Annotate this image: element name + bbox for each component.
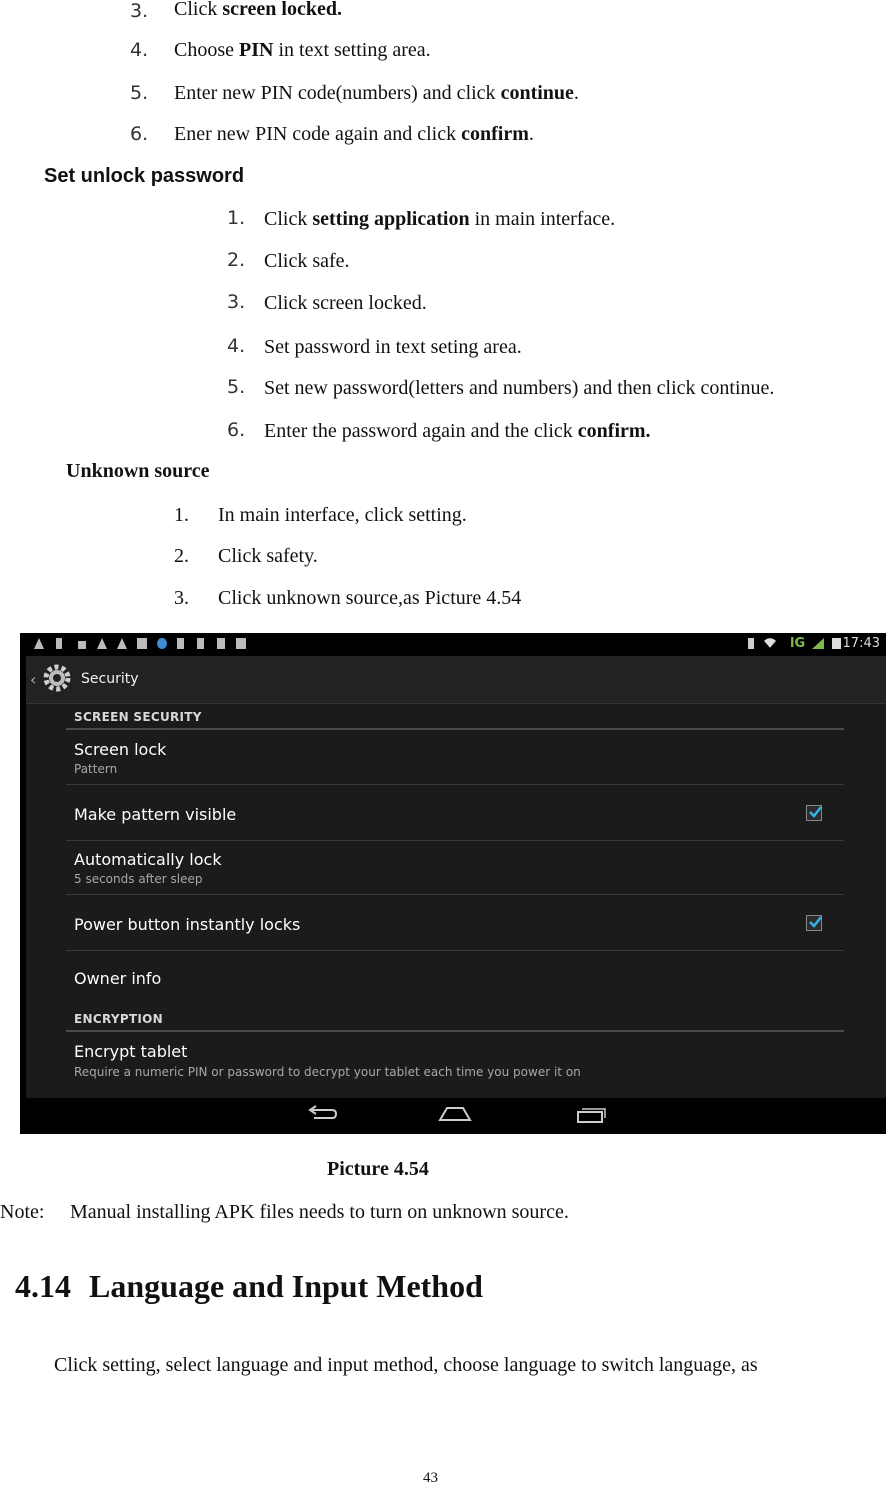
back-icon[interactable] <box>306 1104 338 1124</box>
step-number: 2. <box>174 545 189 567</box>
checkmark-icon <box>808 805 822 819</box>
setting-title: Automatically lock <box>74 850 222 869</box>
upload-icon <box>177 638 184 649</box>
step-number: 3. <box>130 0 149 22</box>
step-text: Choose PIN in text setting area. <box>174 39 431 61</box>
settings-screen <box>26 656 886 1098</box>
step-text: In main interface, click setting. <box>218 504 467 526</box>
setting-title: Owner info <box>74 969 162 988</box>
step-number: 4. <box>227 335 246 357</box>
status-time: 17:43 <box>842 636 880 651</box>
heading-set-unlock-password: Set unlock password <box>44 165 245 187</box>
divider <box>66 950 844 951</box>
step-text: Click screen locked. <box>174 0 342 20</box>
setting-subtitle: Require a numeric PIN or password to decrypt your tablet each time you power it on <box>74 1065 581 1079</box>
action-bar <box>26 656 886 704</box>
setting-subtitle: 5 seconds after sleep <box>74 872 203 886</box>
clock-icon <box>157 638 167 649</box>
lock-icon <box>78 641 86 649</box>
note-label: Note: <box>0 1201 45 1223</box>
note-text: Manual installing APK files needs to turn on unknown source. <box>70 1201 569 1223</box>
bluetooth-icon <box>748 638 754 649</box>
step-text: Click setting application in main interface. <box>264 208 616 230</box>
setting-title: Power button instantly locks <box>74 915 301 934</box>
warning-icon <box>117 638 127 649</box>
setting-title: Encrypt tablet <box>74 1042 188 1061</box>
divider <box>66 894 844 895</box>
step-number: 5. <box>130 82 149 104</box>
section-title: Language and Input Method <box>89 1268 483 1304</box>
setting-subtitle: Pattern <box>74 762 118 776</box>
step-number: 1. <box>227 207 246 229</box>
divider <box>66 840 844 841</box>
security-screenshot <box>20 633 886 1134</box>
step-number: 6. <box>130 123 149 145</box>
section-header-screen-security: SCREEN SECURITY <box>74 710 202 724</box>
step-number: 1. <box>174 504 189 526</box>
battery-icon <box>832 638 841 649</box>
step-text: Set new password(letters and numbers) and then click continue. <box>264 377 775 399</box>
download-icon <box>197 638 204 649</box>
step-text: Click unknown source,as Picture 4.54 <box>218 587 522 609</box>
step-text: Click safety. <box>218 545 318 567</box>
setting-title: Screen lock <box>74 740 167 759</box>
gear-icon[interactable] <box>42 663 72 693</box>
usb-icon <box>56 638 62 649</box>
section-header-encryption: ENCRYPTION <box>74 1012 164 1026</box>
heading-unknown-source: Unknown source <box>66 460 210 482</box>
divider <box>66 1030 844 1032</box>
step-text: Click screen locked. <box>264 292 427 314</box>
recent-apps-icon[interactable] <box>576 1104 608 1124</box>
wifi-icon <box>764 638 776 648</box>
step-text: Enter the password again and the click confirm. <box>264 420 651 442</box>
warning-icon <box>97 638 107 649</box>
warning-icon <box>34 638 44 649</box>
section-number: 4.14 <box>15 1268 71 1304</box>
signal-g-icon: lG <box>790 636 806 651</box>
step-number: 3. <box>174 587 189 609</box>
chevron-left-icon[interactable]: ‹ <box>30 670 37 689</box>
screen-title: Security <box>81 671 139 687</box>
intro-paragraph: Click setting, select language and input method, choose language to switch language, as <box>54 1354 758 1376</box>
divider <box>66 784 844 785</box>
page-number: 43 <box>423 1470 438 1486</box>
divider <box>66 728 844 730</box>
step-number: 2. <box>227 249 246 271</box>
section-heading <box>15 1268 483 1305</box>
figure-caption: Picture 4.54 <box>327 1158 429 1180</box>
step-number: 5. <box>227 376 246 398</box>
step-number: 3. <box>227 291 246 313</box>
checkbox-pattern-visible[interactable] <box>806 805 822 821</box>
status-bar <box>20 633 886 656</box>
step-text: Ener new PIN code again and click confirm. <box>174 123 534 145</box>
navigation-bar <box>20 1098 886 1134</box>
step-number: 6. <box>227 419 246 441</box>
checkbox-power-button-locks[interactable] <box>806 915 822 931</box>
bag-icon <box>236 638 246 649</box>
step-number: 4. <box>130 39 149 61</box>
setting-title: Make pattern visible <box>74 805 237 824</box>
step-text: Enter new PIN code(numbers) and click continue. <box>174 82 579 104</box>
step-text: Set password in text seting area. <box>264 336 522 358</box>
home-icon[interactable] <box>438 1104 472 1124</box>
step-text: Click safe. <box>264 250 350 272</box>
image-icon <box>137 638 147 649</box>
memory-card-icon <box>217 638 225 649</box>
signal-icon <box>812 638 824 649</box>
checkmark-icon <box>808 915 822 929</box>
